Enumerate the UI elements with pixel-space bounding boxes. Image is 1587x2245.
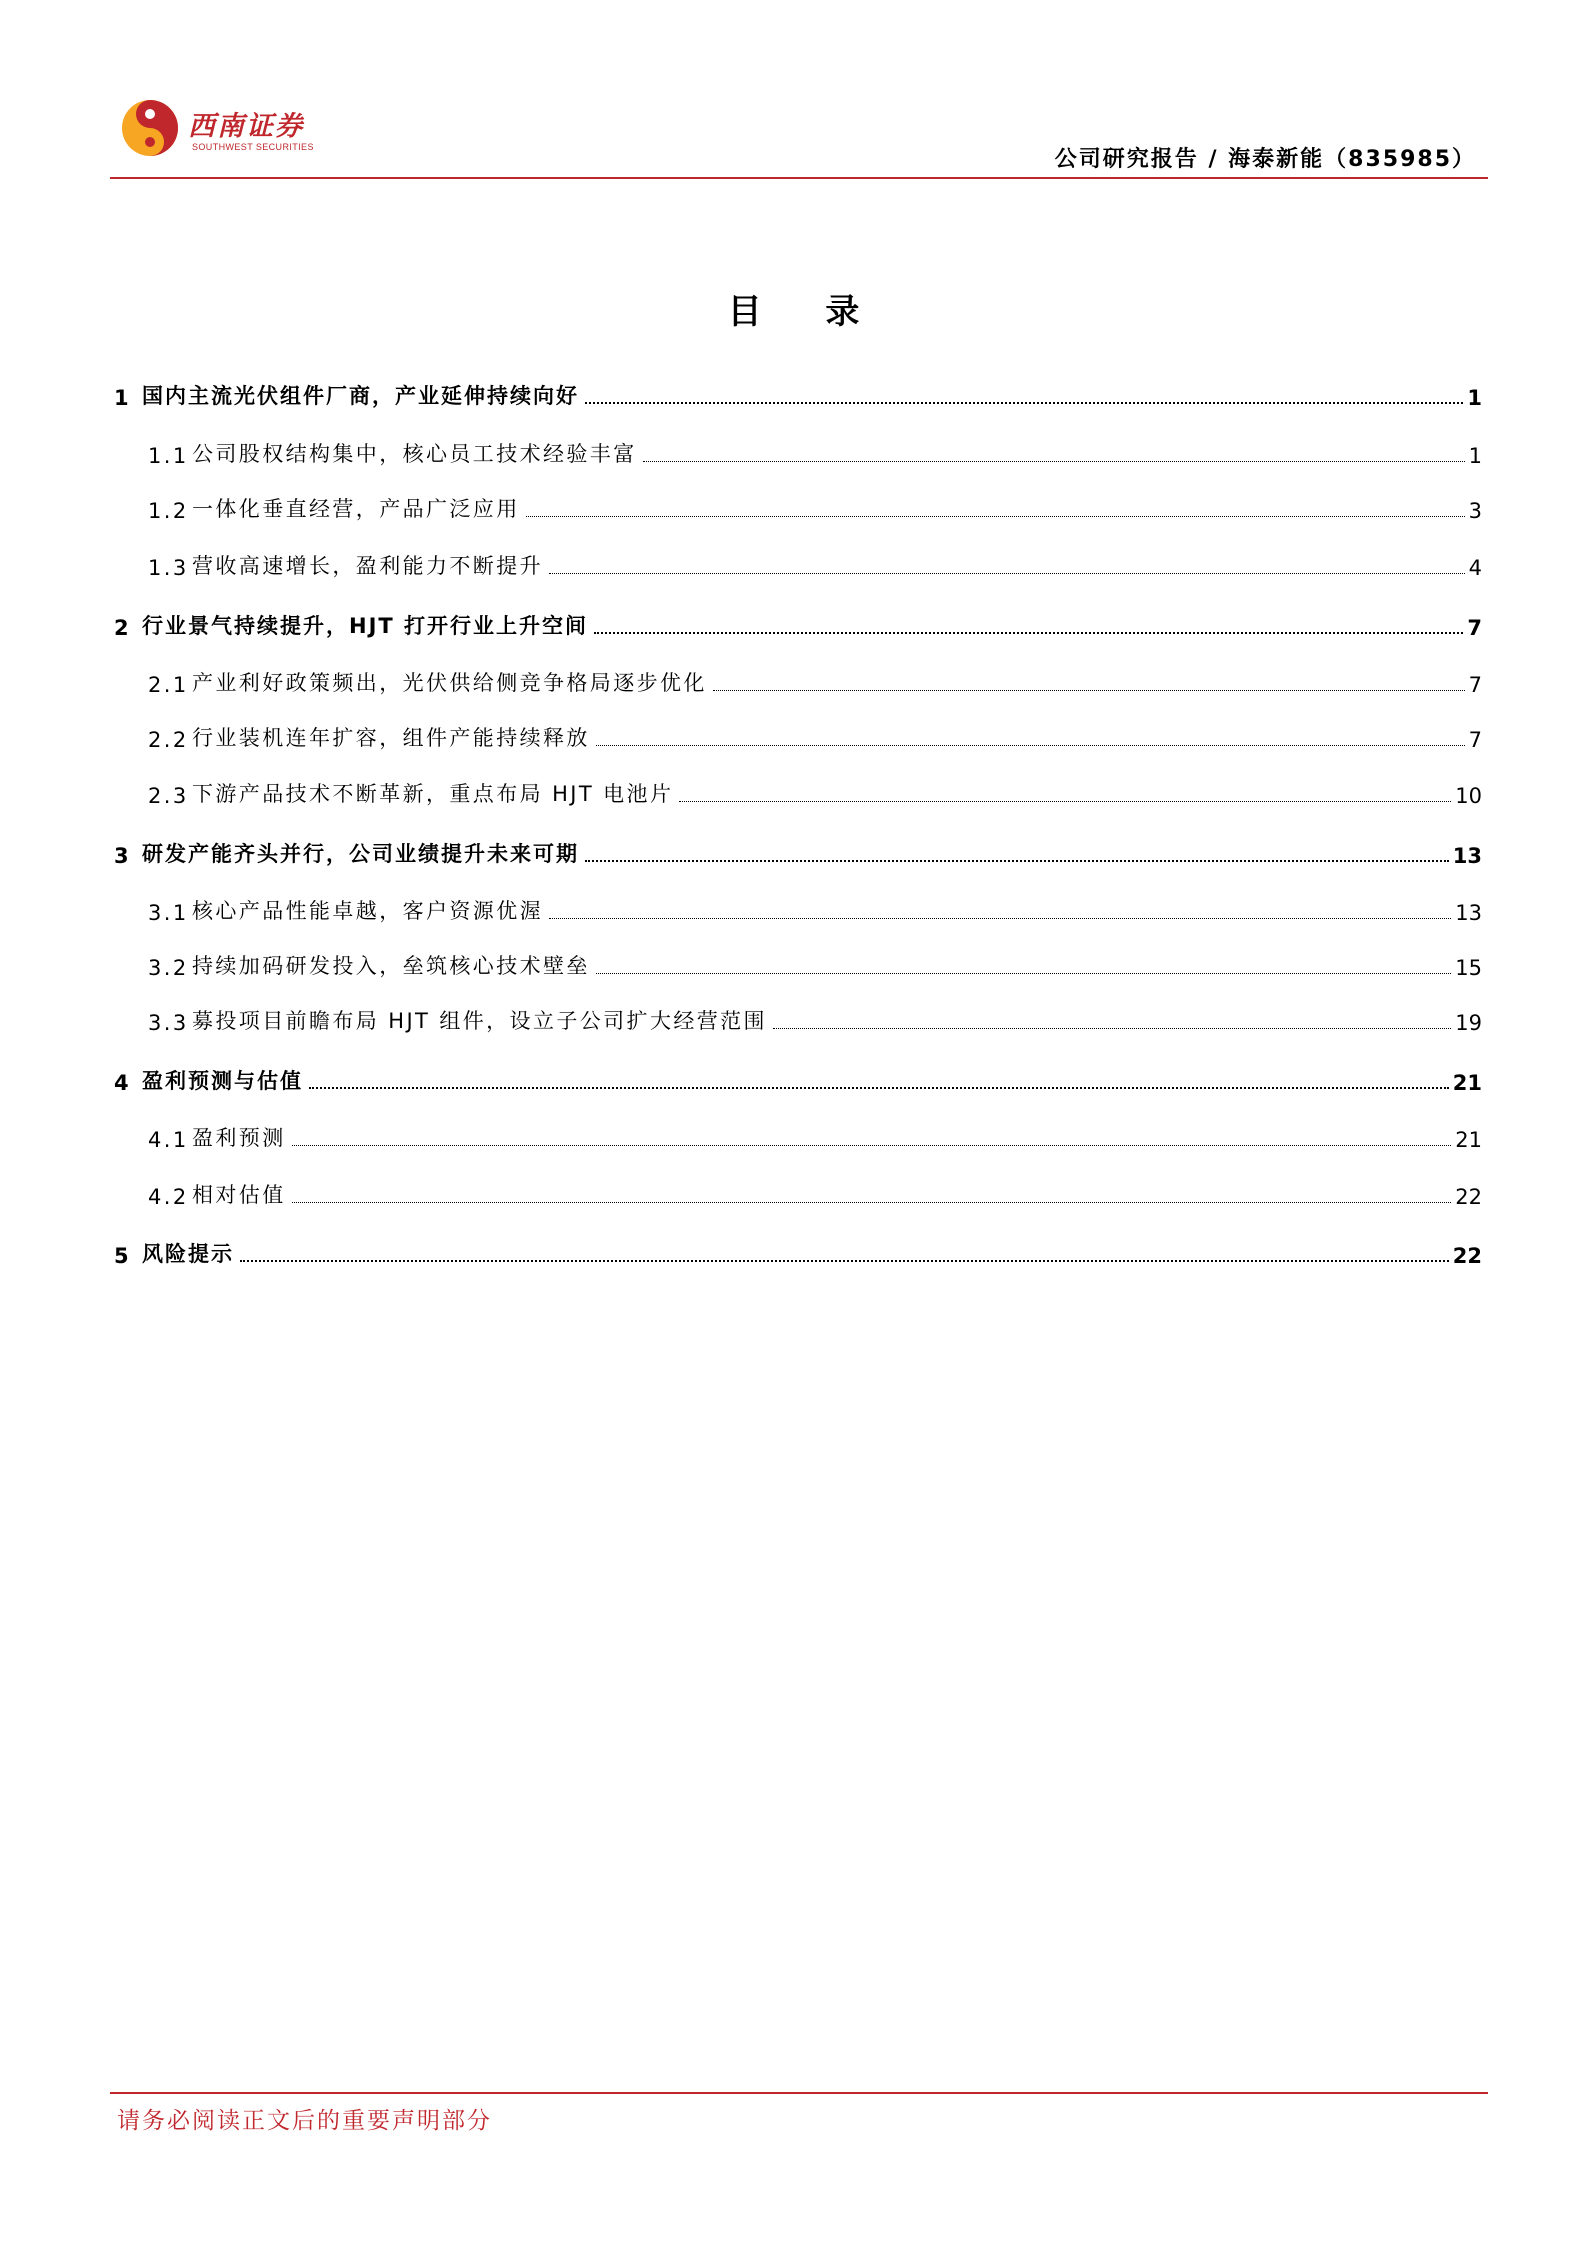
- toc-entry-number: 3.2: [148, 956, 189, 980]
- toc-section-entry[interactable]: [114, 1234, 1482, 1268]
- toc-entry-label: 产业利好政策频出，光伏供给侧竞争格局逐步优化: [192, 671, 707, 695]
- toc-dot-leader: [596, 745, 1465, 746]
- report-label: 公司研究报告 / 海泰新能（835985）: [1054, 147, 1476, 172]
- toc-title: 目 录: [727, 292, 886, 332]
- toc-dot-leader: [549, 573, 1465, 574]
- logo-english-name: SOUTHWEST SECURITIES: [192, 142, 314, 152]
- toc-entry-label: 国内主流光伏组件厂商，产业延伸持续向好: [142, 384, 579, 408]
- toc-subsection-entry[interactable]: [114, 434, 1482, 468]
- toc-subsection-entry[interactable]: [114, 489, 1482, 523]
- toc-dot-leader: [309, 1087, 1449, 1089]
- toc-dot-leader: [773, 1028, 1451, 1029]
- toc-entry-page: 4: [1468, 556, 1482, 580]
- header-divider: [110, 177, 1488, 179]
- toc-subsection-entry[interactable]: [114, 1118, 1482, 1152]
- toc-entry-page: 10: [1455, 784, 1482, 808]
- toc-entry-label: 持续加码研发投入，垒筑核心技术壁垒: [192, 954, 590, 978]
- toc-dot-leader: [240, 1260, 1449, 1262]
- footer-divider: [110, 2092, 1488, 2094]
- toc-dot-leader: [585, 860, 1449, 862]
- toc-entry-number: 1: [114, 386, 131, 410]
- toc-entry-page: 1: [1467, 386, 1482, 410]
- toc-entry-label: 下游产品技术不断革新，重点布局 HJT 电池片: [192, 782, 674, 806]
- toc-entry-number: 2.2: [148, 728, 189, 752]
- logo-chinese-name: 西南证券: [188, 111, 304, 142]
- toc-entry-page: 1: [1468, 444, 1482, 468]
- toc-subsection-entry[interactable]: [114, 663, 1482, 697]
- toc-dot-leader: [594, 632, 1463, 634]
- toc-entry-number: 2.1: [148, 673, 189, 697]
- toc-entry-page: 19: [1455, 1011, 1482, 1035]
- toc-entry-number: 3.3: [148, 1011, 189, 1035]
- toc-entry-number: 1.1: [148, 444, 189, 468]
- toc-entry-number: 3.1: [148, 901, 189, 925]
- toc-entry-label: 盈利预测: [192, 1126, 286, 1150]
- toc-subsection-entry[interactable]: [114, 1001, 1482, 1035]
- toc-entry-label: 行业景气持续提升，HJT 打开行业上升空间: [142, 614, 589, 638]
- toc-section-entry[interactable]: [114, 376, 1482, 410]
- toc-dot-leader: [292, 1202, 1452, 1203]
- toc-entry-page: 13: [1452, 844, 1482, 868]
- toc-entry-number: 4: [114, 1071, 131, 1095]
- toc-dot-leader: [679, 801, 1451, 802]
- toc-entry-label: 一体化垂直经营，产品广泛应用: [192, 497, 520, 521]
- toc-entry-label: 风险提示: [142, 1242, 234, 1266]
- toc-dot-leader: [596, 973, 1451, 974]
- footer-notice: 请务必阅读正文后的重要声明部分: [117, 2108, 492, 2134]
- toc-section-entry[interactable]: [114, 834, 1482, 868]
- toc-subsection-entry[interactable]: [114, 1175, 1482, 1209]
- toc-entry-page: 22: [1452, 1244, 1482, 1268]
- toc-entry-page: 3: [1468, 499, 1482, 523]
- toc-entry-number: 2: [114, 616, 131, 640]
- company-logo: [120, 98, 340, 158]
- toc-dot-leader: [585, 402, 1463, 404]
- toc-subsection-entry[interactable]: [114, 546, 1482, 580]
- toc-entry-label: 相对估值: [192, 1183, 286, 1207]
- toc-dot-leader: [713, 690, 1465, 691]
- toc-entry-label: 公司股权结构集中，核心员工技术经验丰富: [192, 442, 637, 466]
- toc-dot-leader: [526, 516, 1465, 517]
- toc-entry-number: 4.1: [148, 1128, 189, 1152]
- toc-subsection-entry[interactable]: [114, 774, 1482, 808]
- toc-entry-page: 22: [1455, 1185, 1482, 1209]
- toc-entry-number: 3: [114, 844, 131, 868]
- toc-entry-page: 21: [1455, 1128, 1482, 1152]
- toc-entry-label: 盈利预测与估值: [142, 1069, 303, 1093]
- toc-entry-label: 研发产能齐头并行，公司业绩提升未来可期: [142, 842, 579, 866]
- toc-entry-page: 7: [1467, 616, 1482, 640]
- toc-dot-leader: [549, 918, 1451, 919]
- toc-section-entry[interactable]: [114, 1061, 1482, 1095]
- toc-entry-number: 1.3: [148, 556, 189, 580]
- toc-dot-leader: [292, 1145, 1452, 1146]
- toc-entry-page: 13: [1455, 901, 1482, 925]
- toc-entry-number: 5: [114, 1244, 131, 1268]
- toc-entry-label: 行业装机连年扩容，组件产能持续释放: [192, 726, 590, 750]
- toc-entry-page: 7: [1468, 728, 1482, 752]
- toc-entry-label: 核心产品性能卓越，客户资源优渥: [192, 899, 543, 923]
- toc-entry-number: 1.2: [148, 499, 189, 523]
- toc-entry-page: 21: [1452, 1071, 1482, 1095]
- toc-subsection-entry[interactable]: [114, 718, 1482, 752]
- toc-entry-number: 2.3: [148, 784, 189, 808]
- logo-emblem-icon: [120, 98, 180, 158]
- toc-subsection-entry[interactable]: [114, 891, 1482, 925]
- toc-entry-label: 募投项目前瞻布局 HJT 组件，设立子公司扩大经营范围: [192, 1009, 767, 1033]
- toc-entry-number: 4.2: [148, 1185, 189, 1209]
- toc-subsection-entry[interactable]: [114, 946, 1482, 980]
- toc-entry-page: 15: [1455, 956, 1482, 980]
- toc-entry-label: 营收高速增长，盈利能力不断提升: [192, 554, 543, 578]
- toc-section-entry[interactable]: [114, 606, 1482, 640]
- page-header: [110, 88, 1488, 178]
- toc-dot-leader: [643, 461, 1465, 462]
- toc-entry-page: 7: [1468, 673, 1482, 697]
